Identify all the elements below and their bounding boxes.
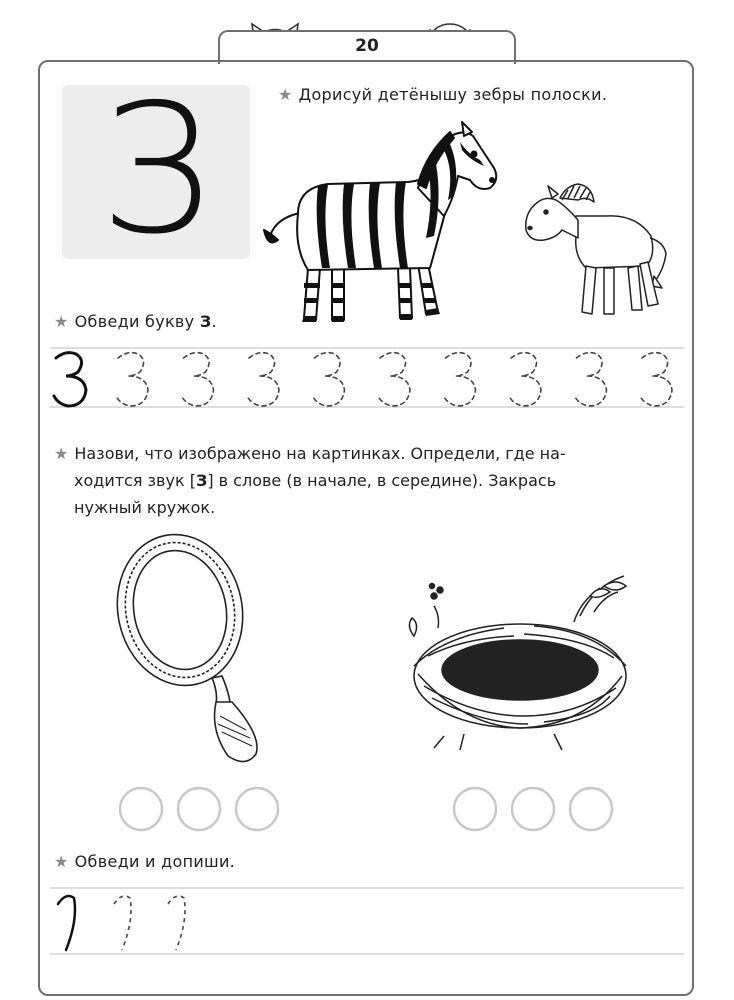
task-copy (54, 852, 235, 871)
trace-letter-dashed-group (116, 353, 672, 406)
star-icon: ★ (54, 312, 69, 331)
task-zebra (278, 85, 607, 104)
sound-circle[interactable] (570, 788, 612, 830)
hand-mirror-icon (100, 530, 290, 770)
trace-letter-solid (54, 353, 86, 406)
trace-letter-dashed (444, 353, 476, 406)
trace-letter-dashed (509, 353, 541, 406)
cursive-writing-row[interactable] (44, 880, 690, 962)
task-sound-line1: Назови, что изображено на картинках. Определи, где на- (74, 444, 566, 463)
task-trace: ★ Обведи букву З. (54, 312, 217, 331)
cursive-stroke-dashed (168, 896, 185, 950)
page-number: 20 (355, 36, 379, 56)
zebra-icon (258, 118, 508, 330)
cursive-stroke-solid (58, 896, 75, 950)
star-icon: ★ (278, 85, 293, 104)
trace-letter-row[interactable] (44, 342, 690, 414)
task-trace-letter: З (199, 312, 212, 331)
cursive-stroke-dashed (114, 896, 131, 950)
trace-letter-dashed (116, 353, 148, 406)
task-copy-text: Обведи и допиши. (74, 852, 236, 871)
trace-letter-dashed (313, 353, 345, 406)
sound-circle[interactable] (178, 788, 220, 830)
sound-circle[interactable] (120, 788, 162, 830)
sound-circles-nest (450, 784, 620, 834)
trace-letter-dashed (378, 353, 410, 406)
trace-letter-dashed (640, 353, 672, 406)
trace-letter-dashed (575, 353, 607, 406)
sound-circle[interactable] (454, 788, 496, 830)
star-icon: ★ (54, 852, 69, 871)
sound-circle[interactable] (236, 788, 278, 830)
trace-letter-dashed (247, 353, 279, 406)
sound-circle[interactable] (512, 788, 554, 830)
task-zebra-text: Дорисуй детёнышу зебры полоски. (298, 85, 608, 104)
star-icon: ★ (54, 444, 69, 463)
trace-letter-dashed (182, 353, 214, 406)
task-sound: ★ Назови, что изображено на картинках. Определи, где на- ходится звук [З] в слове (в начале, в середине). Закрась нужный кружок. (54, 444, 566, 517)
task-sound-line3: нужный кружок. (74, 498, 216, 517)
baby-zebra-icon (516, 176, 676, 326)
sound-circles-mirror (116, 784, 286, 834)
bird-nest-icon (404, 566, 636, 752)
big-letter: З (99, 66, 213, 273)
task-sound-letter: З (195, 471, 208, 490)
